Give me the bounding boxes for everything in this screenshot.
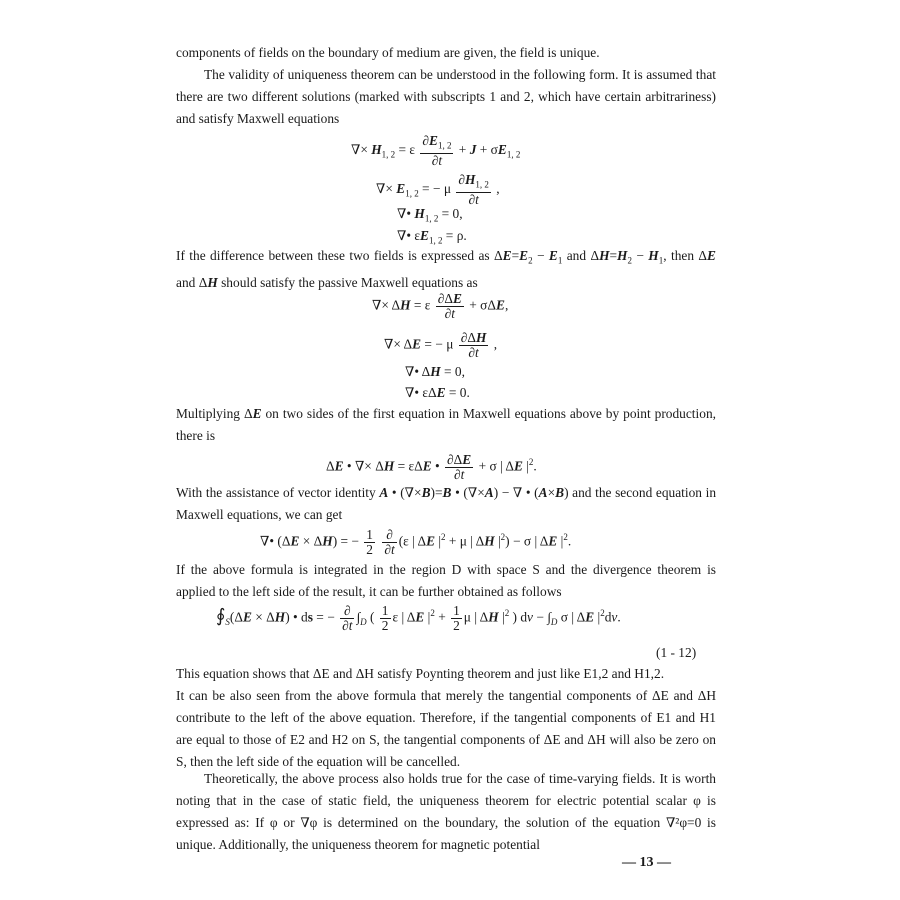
paragraph-difference: If the difference between these two fields is expressed as $\Delta E=E_2 - E_1$ and $\Delta H=H_2 - H_1$, then ΔE and ΔH should satisfy the passive Maxwell equations as: [176, 248, 716, 290]
page-number: — 13 —: [622, 855, 671, 870]
multiply-text-a: Multiplying: [176, 406, 240, 421]
identity-text-b: and the second equation in Maxwell equations, we can get: [176, 485, 717, 522]
equation-div-h: ∇• $H_{1, 2} = 0$,: [397, 206, 463, 224]
paragraph-poynting-1: This equation shows that ΔE and ΔH satisfy Poynting theorem and just like E1,2 and H1,2.: [176, 666, 665, 681]
equation-passive-curl-h: ∇× ΔH = ε $\frac{\partial\Delta E}{\partial t}$ + σΔE,: [372, 291, 509, 321]
paragraph-top: components of fields on the boundary of medium are given, the field is unique.: [176, 45, 600, 60]
multiply-text-b: on two sides of the first equation in Maxwell equations above by point production, there is: [176, 406, 716, 443]
difference-text-d: then: [670, 248, 695, 263]
equation-curl-e: ∇× $E_{1, 2}$ = − μ $\frac{\partial H_{1, 2}}{\partial t}$ ,: [376, 172, 500, 207]
equation-integral: $∮_S(\Delta E \times \Delta H)$ • ds = − $\frac{\partial}{\partial t}$ $\int_D$ ( $\frac{1}{2}$ ε | ΔE $|^2$ + $\frac{1}{2}$ μ | ΔH $|^2$ ) dv − $\int_D$ σ | ΔE $|^2dv$.: [216, 602, 621, 633]
difference-text-e: and: [176, 274, 196, 290]
equation-divergence: ∇• (ΔE × ΔH) = − $\frac{1}{2}$ $\frac{\partial}{\partial t}$ (ε | ΔE $|^2 + \mu$ | ΔH $|^2) - \sigma$ | ΔE $|^2$.: [260, 526, 572, 557]
paragraph-poynting-2: It can be also seen from the above formula that merely the tangential components of ΔE and ΔH contribute to the left of the above equation. Therefore, if the tangential components of E1 and H1 are equal to those of E2 and H2 on S, the tangential components of ΔE and ΔH will also be zero on S, then the left side of the equation will be cancelled.: [176, 688, 716, 769]
paragraph-identity: With the assistance of vector identity A • (∇×B)=B • (∇×A) − ∇ • (A×B) and the second equation in Maxwell equations, we can get: [176, 485, 717, 522]
equation-dot-product: ΔE • ∇× ΔH = εΔE • $\frac{\partial\Delta E}{\partial t}$ + σ | ΔE $|^2$.: [326, 451, 537, 482]
difference-text-f: should satisfy the passive Maxwell equations as: [221, 274, 478, 290]
paragraph-integrated: If the above formula is integrated in the region D with space S and the divergence theorem is applied to the left side of the result, it can be further obtained as follows: [176, 562, 716, 599]
equation-number: (1 - 12): [656, 645, 697, 660]
paragraph-theoretically: Theoretically, the above process also holds true for the case of time-varying fields. It is worth noting that in the case of static field, the uniqueness theorem for electric potential scalar φ is expressed as: If φ or ∇φ is determined on the boundary, the solution of the equation ∇²φ=0 is unique. Additionally, the uniqueness theorem for magnetic potential: [176, 771, 716, 852]
identity-text-a: With the assistance of vector identity: [176, 485, 376, 500]
difference-text-c: ,: [663, 248, 667, 263]
paragraph-multiply: Multiplying ΔE on two sides of the first equation in Maxwell equations above by point production, there is: [176, 406, 716, 443]
difference-text-b: and: [566, 248, 587, 263]
equation-curl-h: ∇× $H_{1, 2} = \varepsilon$ $\frac{\partial E_{1, 2}}{\partial t}$ + $J + \sigma E_{1, 2}$: [351, 133, 521, 168]
equation-passive-curl-e: ∇× ΔE = − μ $\frac{\partial\Delta H}{\partial t}$ ,: [384, 330, 498, 360]
equation-div-e: ∇• $\varepsilon E_{1, 2} = \rho$.: [397, 228, 467, 246]
difference-text-a: If the difference between these two fields is expressed as: [176, 248, 490, 263]
equation-passive-div-h: ∇• ΔH = 0,: [405, 364, 465, 379]
equation-passive-div-e: ∇• εΔE = 0.: [405, 385, 470, 400]
paragraph-validity: The validity of uniqueness theorem can be understood in the following form. It is assumed that there are two different solutions (marked with subscripts 1 and 2, which have certain arbitrariness) and satisfy Maxwell equations: [176, 67, 716, 126]
